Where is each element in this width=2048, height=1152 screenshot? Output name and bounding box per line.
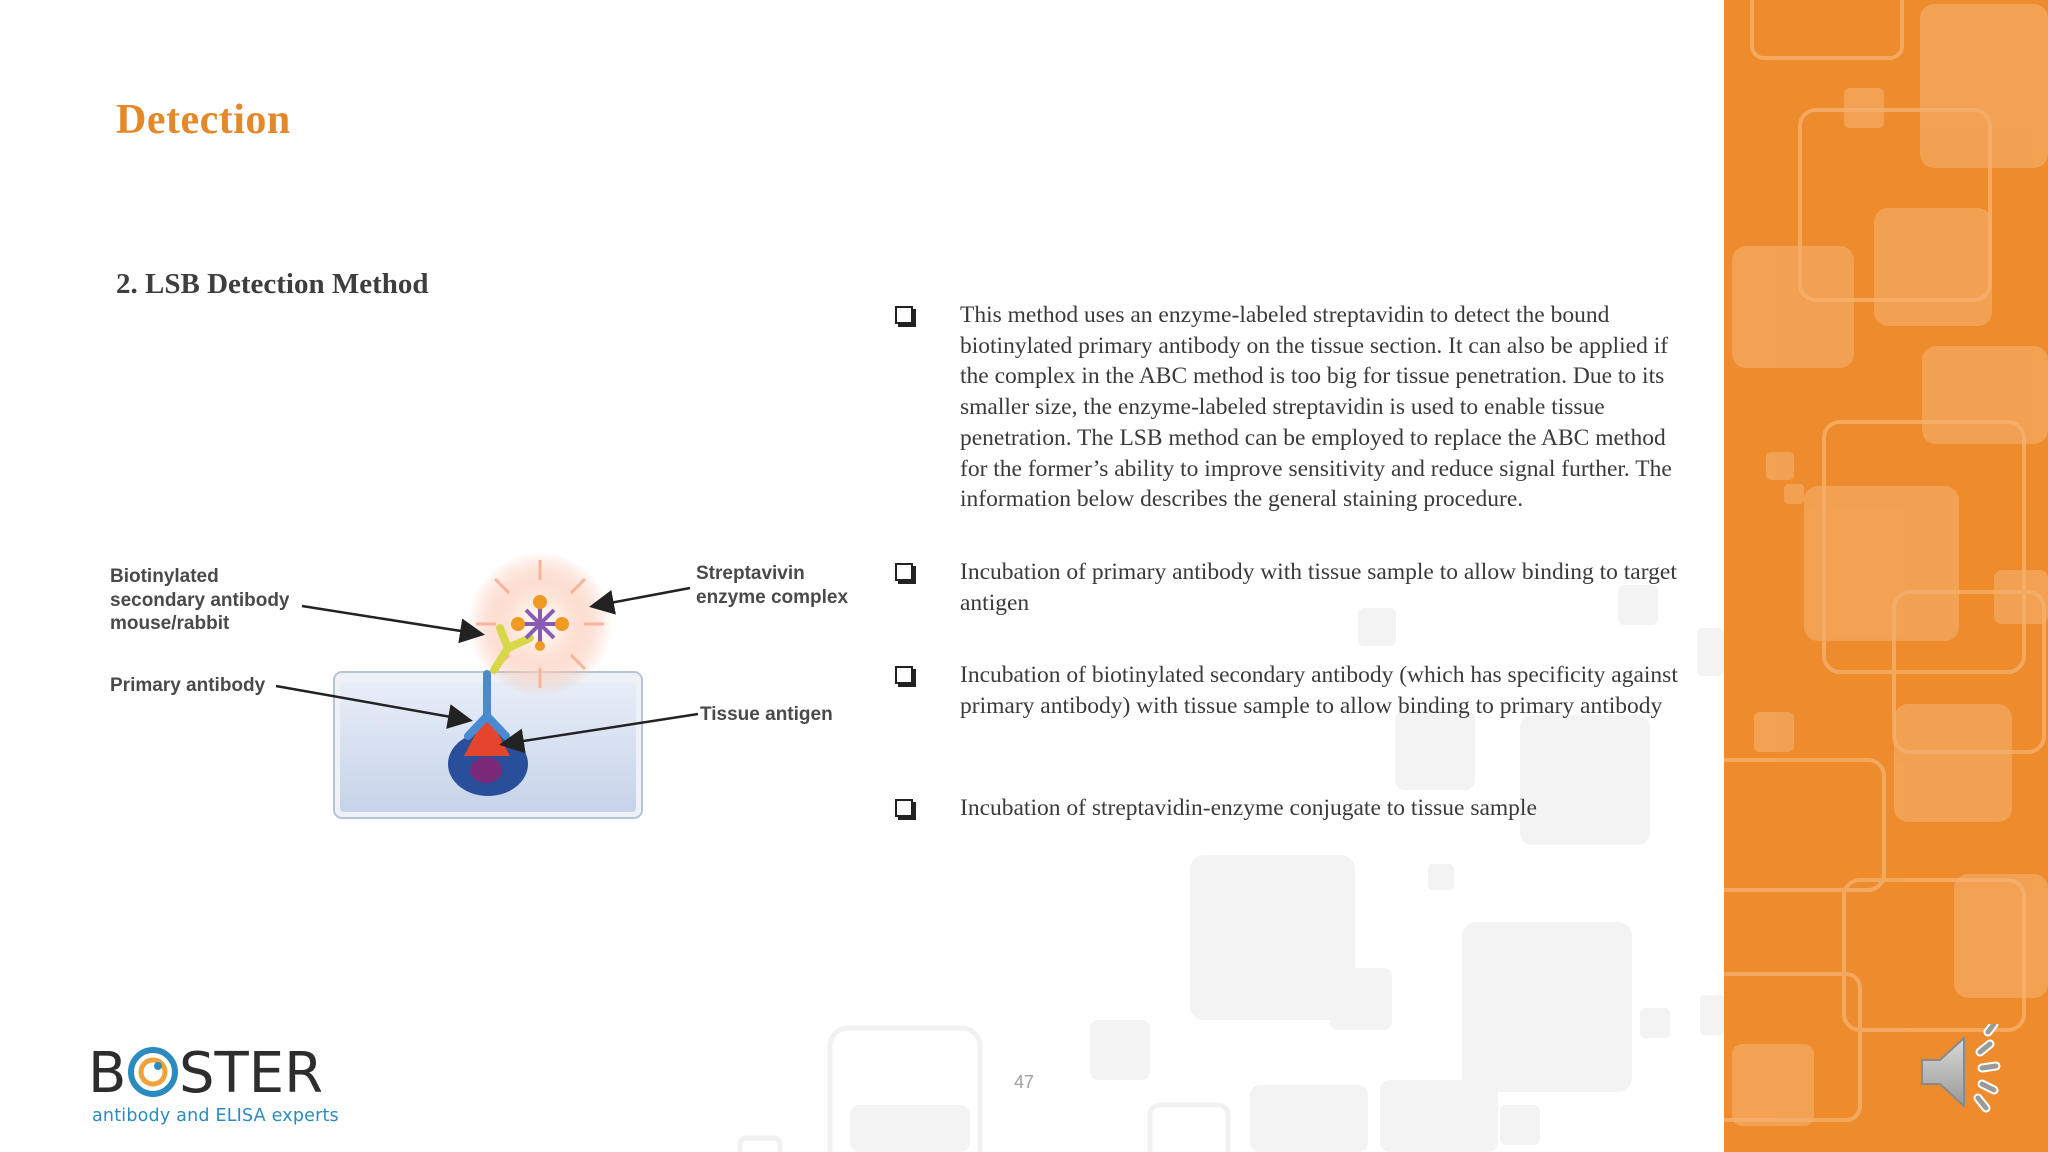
logo-letters-ster: STER bbox=[179, 1041, 324, 1102]
tissue-cell-nucleus bbox=[470, 757, 502, 783]
boster-logo bbox=[88, 1040, 339, 1130]
logo-tagline: antibody and ELISA experts bbox=[92, 1106, 339, 1126]
section-subtitle: 2. LSB Detection Method bbox=[116, 268, 429, 300]
checkbox-bullet-icon bbox=[895, 563, 913, 581]
bullet-text: This method uses an enzyme-labeled streptavidin to detect the bound biotinylated primary antibody on the tissue section. It can also be applied if the complex in the ABC method is too big for tissue penetration. Due to its smaller size, the enzyme-labeled streptavidin is used to enable tissue penetration. The LSB method can be employed to replace the ABC method for the former’s ability to improve sensitivity and reduce signal further. The information below describes the general staining procedure. bbox=[960, 302, 1672, 513]
speaker-icon[interactable] bbox=[1918, 1024, 2010, 1116]
checkbox-bullet-icon bbox=[895, 666, 913, 684]
label-streptavidin-line1: Streptavivin bbox=[696, 563, 805, 584]
bullet-item bbox=[895, 557, 1680, 618]
bullet-text: Incubation of biotinylated secondary antibody (which has specificity against primary antibody) with tissue sample to allow binding to primary antibody bbox=[960, 662, 1678, 719]
label-tissue-antigen: Tissue antigen bbox=[700, 704, 833, 725]
bullet-text: Incubation of streptavidin-enzyme conjugate to tissue sample bbox=[960, 795, 1537, 821]
bullet-text: Incubation of primary antibody with tissue sample to allow binding to target antigen bbox=[960, 559, 1677, 616]
side-panel-pattern bbox=[1724, 0, 2048, 1152]
bullet-item bbox=[895, 660, 1680, 721]
slide-title: Detection bbox=[116, 97, 291, 143]
label-primary-antibody: Primary antibody bbox=[110, 675, 266, 696]
page-number: 47 bbox=[1014, 1072, 1035, 1092]
label-biotinylated-line1: Biotinylated bbox=[110, 566, 219, 587]
bullet-item bbox=[895, 793, 1680, 824]
checkbox-bullet-icon bbox=[895, 799, 913, 817]
bullet-item bbox=[895, 300, 1680, 515]
checkbox-bullet-icon bbox=[895, 306, 913, 324]
label-streptavidin-line2: enzyme complex bbox=[696, 587, 849, 608]
label-biotinylated-line2: secondary antibody bbox=[110, 590, 290, 611]
lsb-diagram bbox=[102, 530, 862, 820]
logo-letter-b: B bbox=[88, 1041, 127, 1102]
boster-wordmark bbox=[88, 1040, 328, 1102]
side-panel bbox=[1724, 0, 2048, 1152]
label-biotinylated-line3: mouse/rabbit bbox=[110, 613, 230, 634]
logo-o-icon bbox=[131, 1050, 175, 1094]
